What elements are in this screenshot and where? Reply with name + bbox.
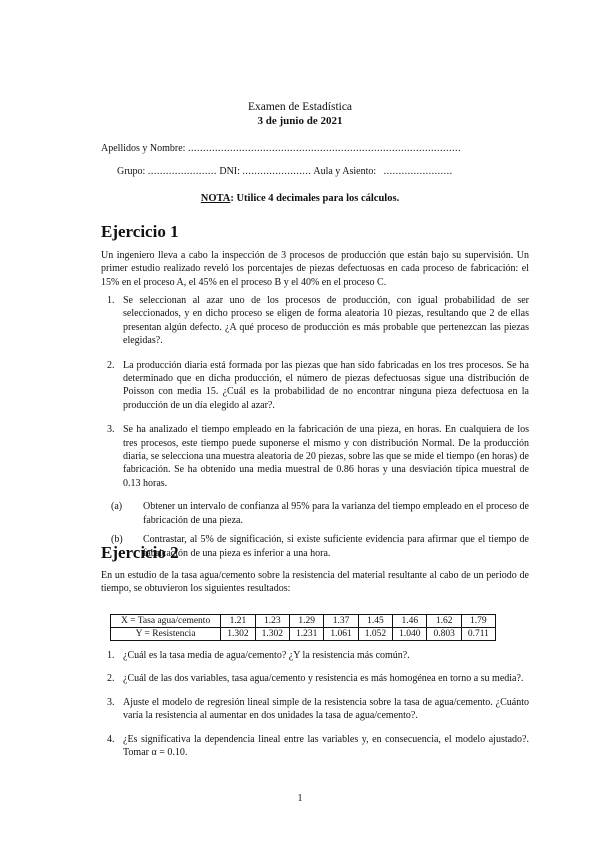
exercise-1-heading: Ejercicio 1 <box>101 222 179 241</box>
y-value: 0.803 <box>427 628 461 641</box>
x-value: 1.62 <box>427 615 461 628</box>
seat-label: Aula y Asiento: <box>313 166 377 177</box>
x-value: 1.21 <box>221 615 255 628</box>
list-item: 2. La producción diaria está formada por las piezas que han sido fabricadas en los tres procesos. Se ha determinado que en dicha producción, el número de piezas defectuosas sigue una distribución de Poisson con media 15. ¿Cuál es la probabilidad de no encontrar ninguna pieza defectuosa en la producción de un día elegido al azar?. <box>107 359 529 411</box>
note <box>0 193 600 204</box>
exercise-1-list <box>101 294 529 560</box>
dni-dots: ....................... <box>242 166 312 177</box>
y-value: 1.302 <box>255 628 289 641</box>
name-dots: ........................................................................................... <box>187 143 461 154</box>
table-row-x <box>111 615 496 628</box>
name-label: Apellidos y Nombre: <box>101 143 186 154</box>
x-value: 1.23 <box>255 615 289 628</box>
exam-title: Examen de Estadística <box>247 101 353 113</box>
dni-label: DNI: <box>219 166 240 177</box>
exercise-2-intro: En un estudio de la tasa agua/cemento sobre la resistencia del material resultante al cabo de un periodo de tiempo, se obtuvieron los siguientes resultados: <box>101 570 529 595</box>
note-label: NOTA <box>200 193 231 204</box>
seat-dots: ....................... <box>383 166 453 177</box>
y-value: 1.040 <box>393 628 427 641</box>
y-value: 1.302 <box>221 628 255 641</box>
list-item: 1. Se seleccionan al azar uno de los procesos de producción, con igual probabilidad de ser seleccionados, y en dicho proceso se eligen de forma aleatoria 10 piezas, resultando que 2 de ellas presentan algún defecto. ¿A qué proceso de producción es más probable que pertenezcan las piezas elegidas?. <box>107 295 529 347</box>
list-item: 1. ¿Cuál es la tasa media de agua/cemento? ¿Y la resistencia más común?. <box>107 650 410 661</box>
y-value: 1.061 <box>324 628 358 641</box>
x-value: 1.46 <box>393 615 427 628</box>
row-x-label: X = Tasa agua/cemento <box>111 615 221 628</box>
x-value: 1.79 <box>461 615 495 628</box>
x-value: 1.29 <box>289 615 323 628</box>
page-number: 1 <box>297 793 303 804</box>
y-value: 1.231 <box>289 628 323 641</box>
group-label: Grupo: <box>117 166 146 177</box>
exercise-2-list <box>101 649 529 759</box>
id-field-row <box>117 166 453 177</box>
y-value: 1.052 <box>358 628 392 641</box>
data-table <box>110 614 496 641</box>
x-value: 1.45 <box>358 615 392 628</box>
list-item: 3. Se ha analizado el tiempo empleado en la fabricación de una pieza, en horas. En cualquiera de los tres procesos, este tiempo puede suponerse el mismo y con distribución Normal. De la producción diaria, se selecciona una muestra aleatoria de 20 piezas, sobre las que se mide el tiempo (en horas) de fabricación. Se ha obtenido una media muestral de 0.86 horas y una desviación típica muestral de 0.13 horas. <box>107 424 529 489</box>
row-y-label: Y = Resistencia <box>111 628 221 641</box>
group-dots: ....................... <box>147 166 217 177</box>
list-item: 2. ¿Cuál de las dos variables, tasa agua/cemento y resistencia es más homogénea en torno a su media?. <box>107 673 524 685</box>
exercise-2-heading: Ejercicio 2 <box>101 543 179 562</box>
list-item: 4. ¿Es significativa la dependencia lineal entre las variables y, en consecuencia, el modelo ajustado?. Tomar α = 0.10. <box>107 733 529 759</box>
sub-item: (b) Contrastar, al 5% de significación, si existe suficiente evidencia para afirmar que el tiempo de fabricación de una pieza es inferior a una hora. <box>111 534 529 559</box>
note-text: : Utilice 4 decimales para los cálculos. <box>230 193 400 204</box>
x-value: 1.37 <box>324 615 358 628</box>
sub-item: (a) Obtener un intervalo de confianza al 95% para la varianza del tiempo empleado en el proceso de fabricación de una pieza. <box>111 501 529 526</box>
exercise-1-intro: Un ingeniero lleva a cabo la inspección de 3 procesos de producción que están bajo su supervisión. Un primer estudio realizado reveló los porcentajes de piezas defectuosas en cada proceso de fabricación: el 15% en el proceso A, el 45% en el proceso B y el 40% en el proceso C. <box>101 250 529 288</box>
exam-date: 3 de junio de 2021 <box>257 115 343 127</box>
list-item: 3. Ajuste el modelo de regresión lineal simple de la resistencia sobre la tasa de agua/cemento. ¿Cuánto varía la resistencia al aumentar en dos unidades la tasa de agua/cemento?. <box>107 696 529 722</box>
table-row-y <box>111 628 496 641</box>
name-field-row <box>101 143 461 154</box>
y-value: 0.711 <box>461 628 495 641</box>
